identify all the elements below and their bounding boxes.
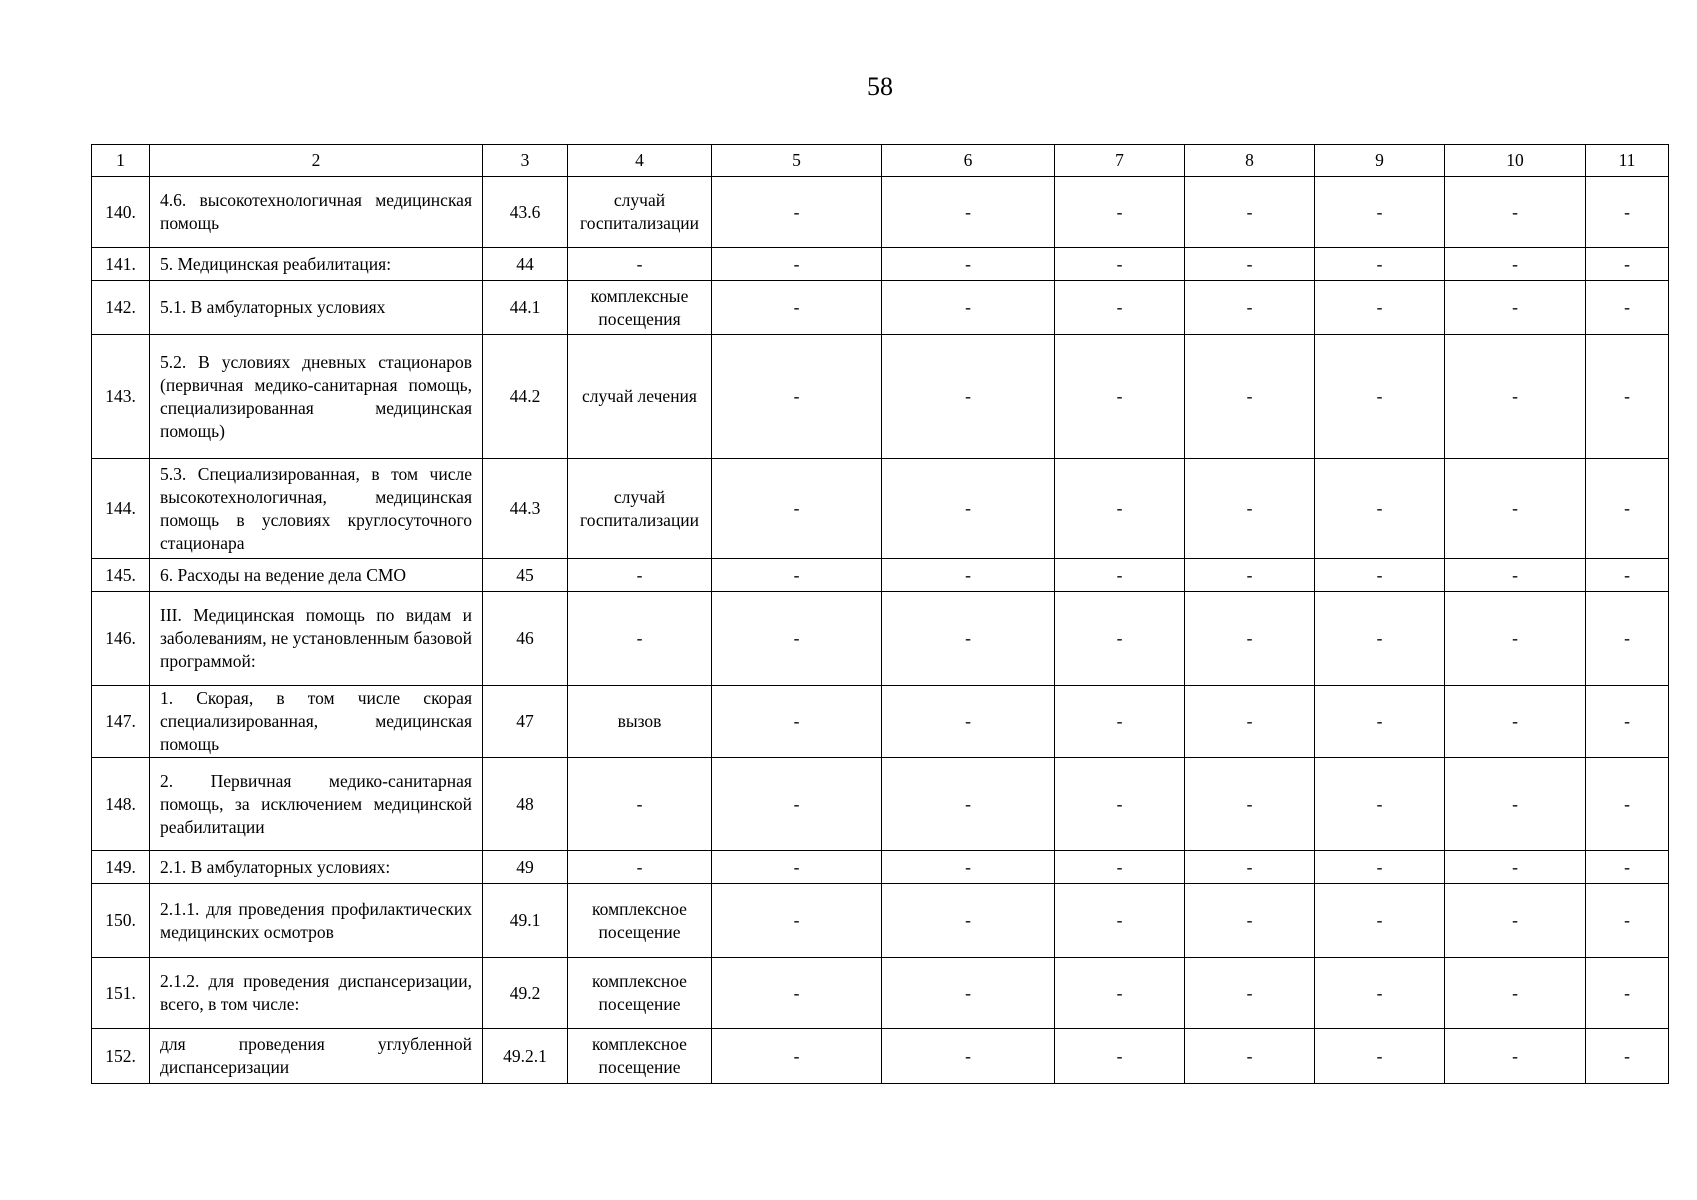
value-cell: - (1445, 686, 1586, 758)
row-unit: комплексное посещение (568, 1029, 712, 1084)
row-code: 44.2 (483, 335, 568, 459)
value-cell: - (1315, 686, 1445, 758)
row-name: 5.2. В условиях дневных стационаров (первичная медико-санитарная помощь, специализированная медицинская помощь) (150, 335, 483, 459)
row-number: 141. (92, 248, 150, 281)
row-code: 49.1 (483, 884, 568, 958)
value-cell: - (712, 1029, 882, 1084)
value-cell: - (1315, 1029, 1445, 1084)
row-name: 5. Медицинская реабилитация: (150, 248, 483, 281)
value-cell: - (1586, 884, 1669, 958)
row-unit: - (568, 559, 712, 592)
value-cell: - (1445, 281, 1586, 335)
table-row (92, 459, 1669, 559)
value-cell: - (882, 281, 1055, 335)
value-cell: - (1185, 884, 1315, 958)
table-row (92, 851, 1669, 884)
value-cell: - (1315, 281, 1445, 335)
row-name: 6. Расходы на ведение дела СМО (150, 559, 483, 592)
data-table (91, 144, 1669, 1084)
row-number: 144. (92, 459, 150, 559)
value-cell: - (882, 592, 1055, 686)
row-number: 146. (92, 592, 150, 686)
value-cell: - (712, 686, 882, 758)
value-cell: - (712, 281, 882, 335)
value-cell: - (1445, 1029, 1586, 1084)
value-cell: - (1055, 559, 1185, 592)
value-cell: - (1315, 884, 1445, 958)
row-name: 2.1.1. для проведения профилактических медицинских осмотров (150, 884, 483, 958)
value-cell: - (1055, 851, 1185, 884)
header-cell: 8 (1185, 145, 1315, 177)
table-row (92, 758, 1669, 851)
row-code: 49 (483, 851, 568, 884)
header-row (92, 145, 1669, 177)
value-cell: - (882, 177, 1055, 248)
row-number: 152. (92, 1029, 150, 1084)
value-cell: - (1055, 758, 1185, 851)
value-cell: - (882, 248, 1055, 281)
row-number: 140. (92, 177, 150, 248)
header-cell: 5 (712, 145, 882, 177)
value-cell: - (1586, 335, 1669, 459)
row-number: 147. (92, 686, 150, 758)
value-cell: - (1315, 958, 1445, 1029)
value-cell: - (1185, 851, 1315, 884)
value-cell: - (1055, 281, 1185, 335)
row-unit: - (568, 592, 712, 686)
value-cell: - (712, 884, 882, 958)
row-name: III. Медицинская помощь по видам и заболеваниям, не установленным базовой программой: (150, 592, 483, 686)
row-unit: - (568, 851, 712, 884)
value-cell: - (1315, 592, 1445, 686)
value-cell: - (1185, 248, 1315, 281)
value-cell: - (1055, 958, 1185, 1029)
value-cell: - (1315, 851, 1445, 884)
value-cell: - (1586, 686, 1669, 758)
value-cell: - (1315, 248, 1445, 281)
value-cell: - (1055, 248, 1185, 281)
value-cell: - (1445, 559, 1586, 592)
value-cell: - (1315, 459, 1445, 559)
header-cell: 6 (882, 145, 1055, 177)
row-number: 142. (92, 281, 150, 335)
row-unit: случай госпитализации (568, 459, 712, 559)
row-unit: вызов (568, 686, 712, 758)
row-name: 1. Скорая, в том числе скорая специализированная, медицинская помощь (150, 686, 483, 758)
table-row (92, 248, 1669, 281)
value-cell: - (1445, 851, 1586, 884)
table-row (92, 335, 1669, 459)
value-cell: - (712, 248, 882, 281)
row-name: 5.1. В амбулаторных условиях (150, 281, 483, 335)
value-cell: - (1185, 559, 1315, 592)
value-cell: - (1445, 335, 1586, 459)
row-number: 148. (92, 758, 150, 851)
row-number: 143. (92, 335, 150, 459)
value-cell: - (1586, 1029, 1669, 1084)
row-number: 145. (92, 559, 150, 592)
value-cell: - (712, 758, 882, 851)
value-cell: - (1315, 559, 1445, 592)
value-cell: - (1185, 335, 1315, 459)
row-unit: случай госпитализации (568, 177, 712, 248)
value-cell: - (1586, 281, 1669, 335)
value-cell: - (882, 459, 1055, 559)
value-cell: - (1445, 758, 1586, 851)
value-cell: - (1445, 884, 1586, 958)
table-row (92, 592, 1669, 686)
header-cell: 7 (1055, 145, 1185, 177)
value-cell: - (712, 335, 882, 459)
value-cell: - (712, 851, 882, 884)
row-code: 44.3 (483, 459, 568, 559)
value-cell: - (1586, 851, 1669, 884)
value-cell: - (1315, 758, 1445, 851)
value-cell: - (882, 686, 1055, 758)
row-number: 151. (92, 958, 150, 1029)
value-cell: - (882, 958, 1055, 1029)
row-unit: - (568, 758, 712, 851)
value-cell: - (712, 559, 882, 592)
value-cell: - (1586, 459, 1669, 559)
row-name: 2. Первичная медико-санитарная помощь, за исключением медицинской реабилитации (150, 758, 483, 851)
value-cell: - (1445, 248, 1586, 281)
value-cell: - (882, 884, 1055, 958)
row-unit: комплексное посещение (568, 958, 712, 1029)
header-cell: 1 (92, 145, 150, 177)
value-cell: - (882, 758, 1055, 851)
row-code: 48 (483, 758, 568, 851)
value-cell: - (1055, 1029, 1185, 1084)
value-cell: - (882, 335, 1055, 459)
value-cell: - (1185, 459, 1315, 559)
header-cell: 4 (568, 145, 712, 177)
value-cell: - (1445, 177, 1586, 248)
header-cell: 11 (1586, 145, 1669, 177)
value-cell: - (882, 1029, 1055, 1084)
table-row (92, 884, 1669, 958)
row-name: для проведения углубленной диспансеризации (150, 1029, 483, 1084)
table-row (92, 281, 1669, 335)
header-cell: 2 (150, 145, 483, 177)
row-code: 44 (483, 248, 568, 281)
value-cell: - (1185, 1029, 1315, 1084)
value-cell: - (1055, 177, 1185, 248)
row-code: 44.1 (483, 281, 568, 335)
value-cell: - (1315, 335, 1445, 459)
row-code: 49.2 (483, 958, 568, 1029)
row-unit: комплексные посещения (568, 281, 712, 335)
value-cell: - (1185, 592, 1315, 686)
value-cell: - (1055, 686, 1185, 758)
value-cell: - (1185, 686, 1315, 758)
value-cell: - (712, 592, 882, 686)
value-cell: - (1586, 592, 1669, 686)
value-cell: - (1586, 958, 1669, 1029)
value-cell: - (1586, 559, 1669, 592)
value-cell: - (1586, 758, 1669, 851)
value-cell: - (1185, 758, 1315, 851)
header-cell: 3 (483, 145, 568, 177)
row-code: 47 (483, 686, 568, 758)
row-name: 2.1. В амбулаторных условиях: (150, 851, 483, 884)
row-number: 149. (92, 851, 150, 884)
value-cell: - (1185, 281, 1315, 335)
row-code: 43.6 (483, 177, 568, 248)
value-cell: - (882, 559, 1055, 592)
header-cell: 9 (1315, 145, 1445, 177)
value-cell: - (1055, 335, 1185, 459)
row-name: 2.1.2. для проведения диспансеризации, всего, в том числе: (150, 958, 483, 1029)
header-cell: 10 (1445, 145, 1586, 177)
row-unit: комплексное посещение (568, 884, 712, 958)
value-cell: - (712, 459, 882, 559)
value-cell: - (1586, 177, 1669, 248)
table-row (92, 559, 1669, 592)
value-cell: - (1315, 177, 1445, 248)
row-code: 46 (483, 592, 568, 686)
value-cell: - (712, 177, 882, 248)
row-code: 45 (483, 559, 568, 592)
table-row (92, 958, 1669, 1029)
page-number: 58 (867, 72, 893, 101)
value-cell: - (1055, 592, 1185, 686)
row-number: 150. (92, 884, 150, 958)
value-cell: - (1445, 958, 1586, 1029)
value-cell: - (1445, 459, 1586, 559)
row-unit: случай лечения (568, 335, 712, 459)
table-row (92, 177, 1669, 248)
value-cell: - (1185, 958, 1315, 1029)
row-name: 4.6. высокотехнологичная медицинская помощь (150, 177, 483, 248)
value-cell: - (1445, 592, 1586, 686)
table-row (92, 1029, 1669, 1084)
row-name: 5.3. Специализированная, в том числе высокотехнологичная, медицинская помощь в условиях круглосуточного стационара (150, 459, 483, 559)
value-cell: - (1586, 248, 1669, 281)
value-cell: - (1055, 459, 1185, 559)
row-code: 49.2.1 (483, 1029, 568, 1084)
value-cell: - (712, 958, 882, 1029)
value-cell: - (1055, 884, 1185, 958)
table-row (92, 686, 1669, 758)
value-cell: - (882, 851, 1055, 884)
value-cell: - (1185, 177, 1315, 248)
row-unit: - (568, 248, 712, 281)
